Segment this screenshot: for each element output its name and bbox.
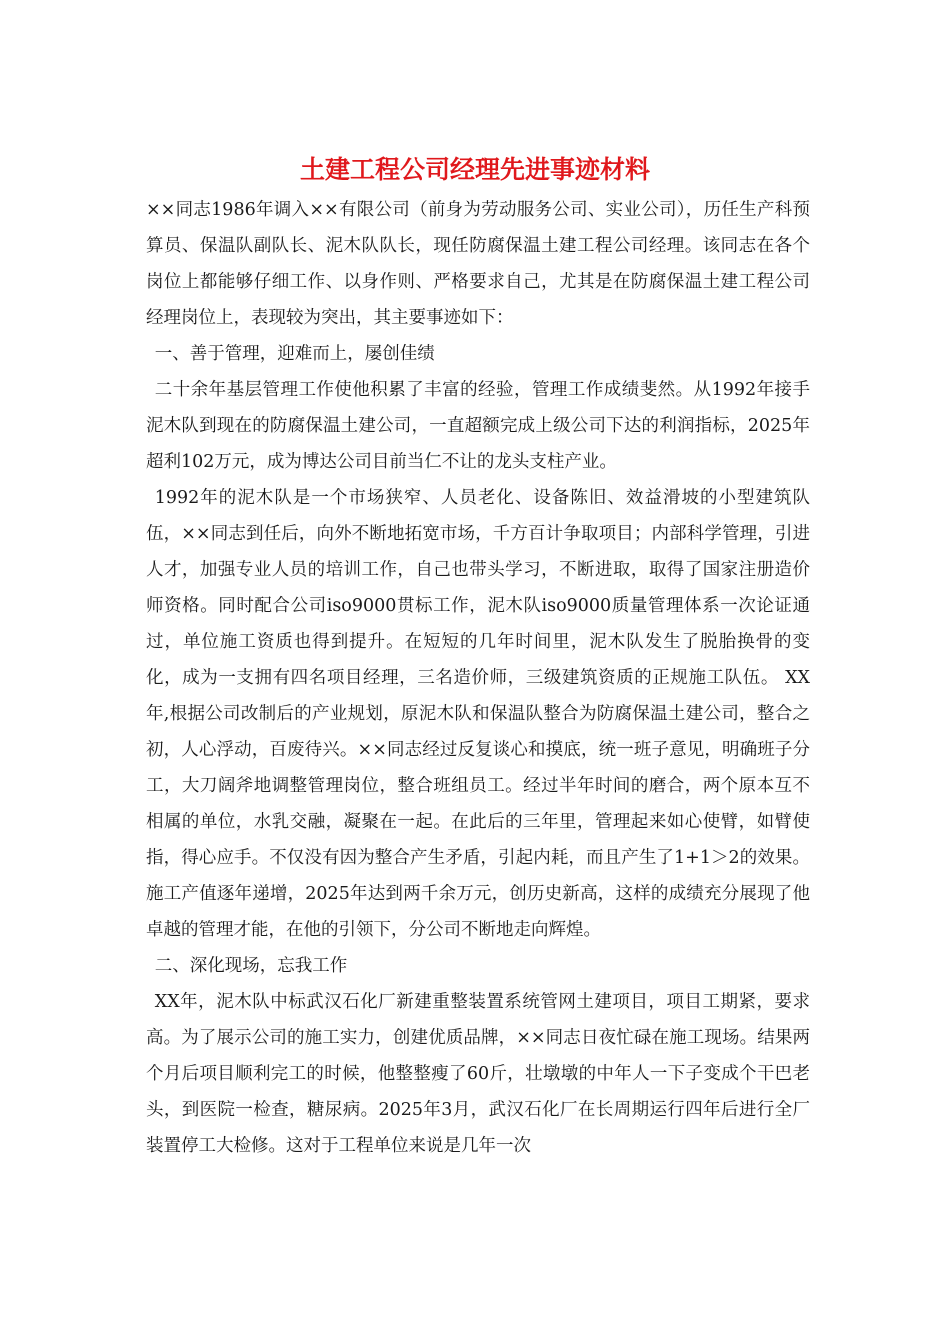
section-heading-1: 一、善于管理，迎难而上，屡创佳绩 <box>154 344 435 364</box>
paragraph-team-history: 1992年的泥木队是一个市场狭窄、人员老化、设备陈旧、效益滑坡的小型建筑队伍，××同志到任后，向外不断地拓宽市场，千方百计争取项目；内部科学管理，引进人才，加强专业人员的培训工作，自己也带头学习，不断进取，取得了国家注册造价师资格。同时配合公司iso9000贯标工作，泥木队iso9000质量管理体系一次论证通过，单位施工资质也得到提升。在短短的几年时间里，泥木队发生了脱胎换骨的变化，成为一支拥有四名项目经理，三名造价师，三级建筑资质的正规施工队伍。 XX年,根据公司改制后的产业规划，原泥木队和保温队整合为防腐保温土建公司，整合之初，人心浮动，百废待兴。××同志经过反复谈心和摸底，统一班子意见，明确班子分工，大刀阔斧地调整管理岗位，整合班组员工。经过半年时间的磨合，两个原本互不相属的单位，水乳交融，凝聚在一起。在此后的三年里，管理起来如心使臂，如臂使指，得心应手。不仅没有因为整合产生矛盾，引起内耗，而且产生了1+1＞2的效果。施工产值逐年递增，2025年达到两千余万元，创历史新高，这样的成绩充分展现了他卓越的管理才能，在他的引领下，分公司不断地走向辉煌。 <box>146 488 810 940</box>
section-heading-2: 二、深化现场，忘我工作 <box>154 956 348 976</box>
paragraph-onsite-work: XX年，泥木队中标武汉石化厂新建重整装置系统管网土建项目，项目工期紧，要求高。为了展示公司的施工实力，创建优质品牌，××同志日夜忙碌在施工现场。结果两个月后项目顺利完工的时候，他整整瘦了60斤，壮墩墩的中年人一下子变成个干巴老头，到医院一检查，糖尿病。2025年3月，武汉石化厂在长周期运行四年后进行全厂装置停工大检修。这对于工程单位来说是几年一次 <box>146 992 810 1156</box>
document-title: 土建工程公司经理先进事迹材料 <box>299 155 650 184</box>
paragraph-management-summary: 二十余年基层管理工作使他积累了丰富的经验，管理工作成绩斐然。从1992年接手泥木队到现在的防腐保温土建公司，一直超额完成上级公司下达的利润指标，2025年超利102万元，成为博达公司目前当仁不让的龙头支柱产业。 <box>146 380 810 472</box>
document-body <box>146 192 810 1164</box>
paragraph-intro: ××同志1986年调入××有限公司（前身为劳动服务公司、实业公司），历任生产科预算员、保温队副队长、泥木队队长，现任防腐保温土建工程公司经理。该同志在各个岗位上都能够仔细工作、以身作则、严格要求自己，尤其是在防腐保温土建工程公司经理岗位上，表现较为突出，其主要事迹如下： <box>146 200 810 328</box>
